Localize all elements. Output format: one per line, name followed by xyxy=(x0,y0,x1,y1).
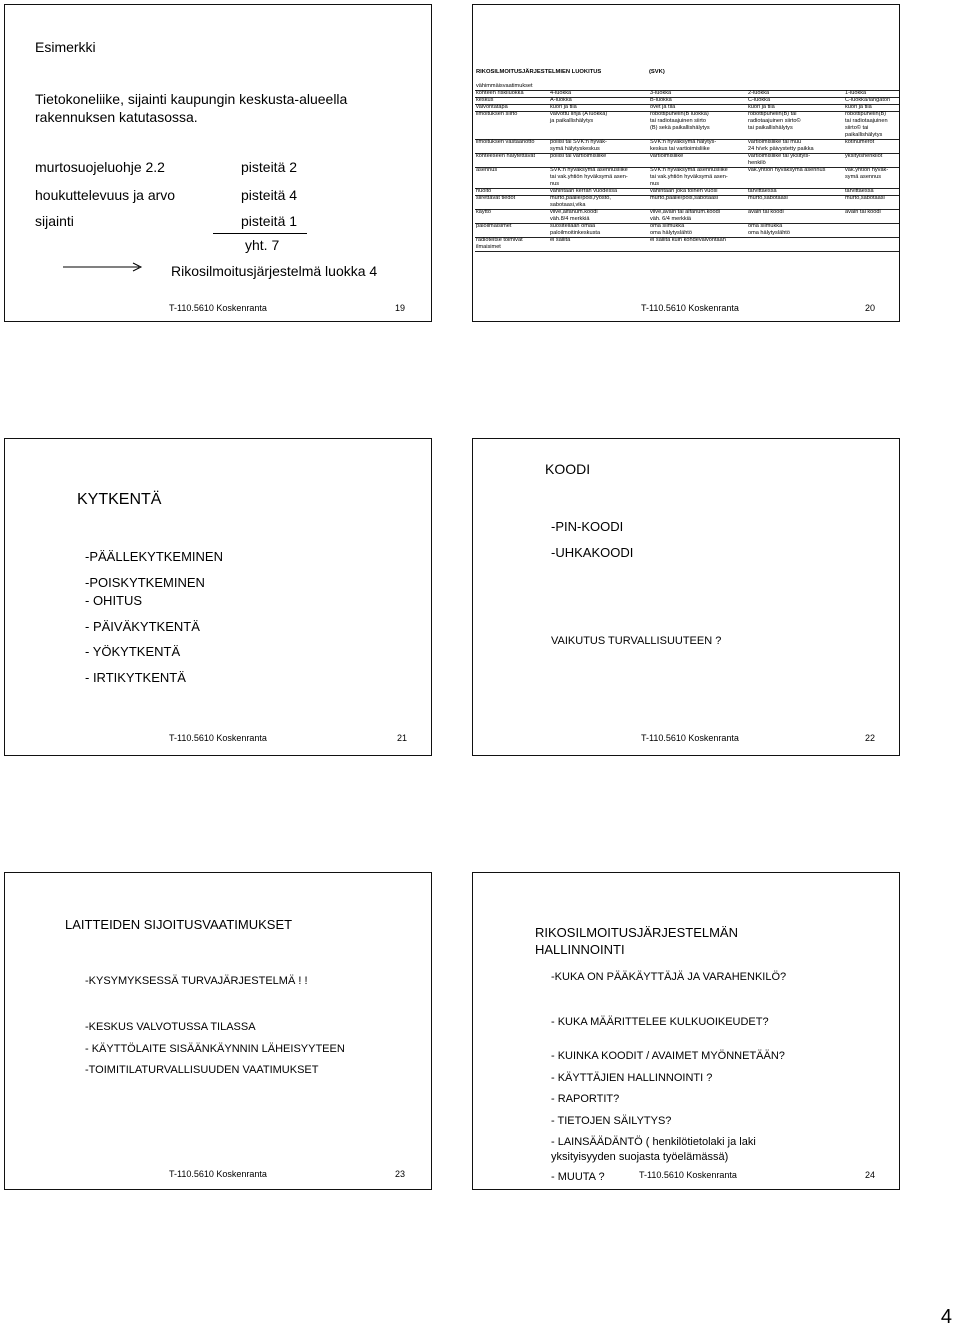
list-item: -KESKUS VALVOTUSSA TILASSA xyxy=(85,1021,256,1033)
list-item: -POISKYTKEMINEN xyxy=(85,575,205,590)
table-cell: ei sallita kuin kohdevalvontaan xyxy=(650,237,726,243)
criterion-points: pisteitä 2 xyxy=(241,159,298,175)
table-row xyxy=(475,195,899,210)
table-row xyxy=(475,111,899,140)
slide-23 xyxy=(4,872,432,1190)
table-row-label: paloilmaisimet xyxy=(476,223,512,229)
classification-table xyxy=(475,83,899,263)
table-cell: 2-luokka xyxy=(748,90,770,96)
criterion-label: houkuttelevuus ja arvo xyxy=(35,187,176,203)
footer-slide-number: 20 xyxy=(865,303,876,313)
table-row-label: kohteeseen hälytettävät xyxy=(476,153,536,159)
table-row xyxy=(475,237,899,252)
table-cell: murto,sabotaasi xyxy=(845,195,885,201)
arrow-icon xyxy=(63,261,143,273)
list-item: - KUINKA KOODIT / AVAIMET MYÖNNETÄÄN? xyxy=(551,1050,785,1062)
table-cell: valvottu linja (A luokka) ja paikallishälytys xyxy=(550,111,608,124)
list-item: -KYSYMYKSESSÄ TURVAJÄRJESTELMÄ ! ! xyxy=(85,975,308,987)
table-cell: SVK:n hyväksymä asennusliike tai vak.yhtiön hyväksymä asen- nus xyxy=(550,167,628,187)
table-cell: murto,päälle/pois,ryöstö, sabotaasi,vika xyxy=(550,195,611,208)
footer-course: T-110.5610 Koskenranta xyxy=(169,1169,267,1179)
table-cell: A-luokka xyxy=(550,97,572,103)
table-cell: C-luokka/langaton xyxy=(845,97,891,103)
table-row xyxy=(475,209,899,224)
table-cell: kuori ja tila xyxy=(550,104,577,110)
table-row-label: huolto xyxy=(476,188,492,194)
table-row xyxy=(475,139,899,154)
table-cell: vähintään joka toinen vuosi xyxy=(650,188,718,194)
criterion-points: pisteitä 4 xyxy=(241,187,298,203)
table-cell: vartioimisliike tai muu 24 h/vrk päivystetty paikka xyxy=(748,139,814,152)
total-divider xyxy=(213,233,307,234)
result-class: Rikosilmoitusjärjestelmä luokka 4 xyxy=(171,263,378,279)
table-row-label: käyttö xyxy=(476,209,491,215)
table-cell: 3-luokka xyxy=(650,90,672,96)
list-item: - OHITUS xyxy=(85,593,143,608)
slide-title-line2: HALLINNOINTI xyxy=(535,942,625,957)
table-row-label: ilmoituksen vastaanotto xyxy=(476,139,535,145)
slide-description-line2: rakennuksen katutasossa. xyxy=(35,109,198,125)
table-row-label: siirettävät tiedot xyxy=(476,195,516,201)
table-cell: avain tai koodi xyxy=(748,209,784,215)
table-cell: oma silmukka oma hälytyslähtö xyxy=(650,223,692,236)
table-cell: 4-luokka xyxy=(550,90,572,96)
table-cell: SVK:n hyväksymä hälytys- keskus tai vartioimisliike xyxy=(650,139,717,152)
slide-description-line1: Tietokoneliike, sijainti kaupungin keskusta-alueella xyxy=(35,91,348,107)
slide-20 xyxy=(472,4,900,322)
list-item: - MUUTA ? xyxy=(551,1171,605,1183)
slide-22 xyxy=(472,438,900,756)
table-title: RIKOSILMOITUSJÄRJESTELMIEN LUOKITUS xyxy=(476,69,602,75)
table-cell: viive,alfanum.koodi väh.8/4 merkkiä xyxy=(550,209,598,222)
list-item: - KÄYTTÖLAITE SISÄÄNKÄYNNIN LÄHEISYYTEEN xyxy=(85,1043,345,1055)
list-item: -PIN-KOODI xyxy=(551,519,624,534)
table-cell: robottipuhelin(B) tai radiotaajuinen siirto© tai paikallishälytys xyxy=(748,111,801,131)
slide-title: KOODI xyxy=(545,461,591,477)
criterion-label: murtosuojeluohje 2.2 xyxy=(35,159,165,175)
table-cell: yksityishenkilöt xyxy=(845,153,883,159)
list-item: - KUKA MÄÄRITTELEE KULKUOIKEUDET? xyxy=(551,1016,769,1028)
table-row xyxy=(475,153,899,168)
table-cell: oma silmukka oma hälytyslähtö xyxy=(748,223,790,236)
table-cell: vak.yhtiön hyväksymä asennus xyxy=(748,167,826,173)
table-cell: kuori ja tila xyxy=(845,104,872,110)
list-item: - PÄIVÄKYTKENTÄ xyxy=(85,619,200,634)
table-cell: tarvittaessa xyxy=(748,188,777,194)
criterion-label: sijainti xyxy=(35,213,74,229)
table-row-label: asennus xyxy=(476,167,498,173)
total-points: yht. 7 xyxy=(245,237,280,253)
table-row xyxy=(475,223,899,238)
list-item: - LAINSÄÄDÄNTÖ ( henkilötietolaki ja laki xyxy=(551,1136,756,1148)
table-cell: viive,avain tai alfanum.koodi väh. 6/4 merkkiä xyxy=(650,209,720,222)
slide-title: KYTKENTÄ xyxy=(77,491,162,508)
table-title-abbr: (SVK) xyxy=(649,69,665,75)
list-item: - RAPORTIT? xyxy=(551,1093,620,1105)
table-row-label: valvontatapa xyxy=(476,104,508,110)
slide-21 xyxy=(4,438,432,756)
footer-course: T-110.5610 Koskenranta xyxy=(169,733,267,743)
table-cell: SVK:n hyväksymä asennusliike tai vak.yhtiön hyväksymä asen- nus xyxy=(650,167,728,187)
list-item: -KUKA ON PÄÄKÄYTTÄJÄ JA VARAHENKILÖ? xyxy=(551,971,787,983)
question-text: VAIKUTUS TURVALLISUUTEEN ? xyxy=(551,635,722,647)
footer-course: T-110.5610 Koskenranta xyxy=(639,1170,737,1180)
footer-slide-number: 19 xyxy=(395,303,406,313)
footer-slide-number: 24 xyxy=(865,1170,876,1180)
table-cell: murto,sabotaasi xyxy=(748,195,788,201)
slide-title: LAITTEIDEN SIJOITUSVAATIMUKSET xyxy=(65,917,293,932)
list-item: - KÄYTTÄJIEN HALLINNOINTI ? xyxy=(551,1072,713,1084)
table-cell: 1-luokka xyxy=(845,90,867,96)
list-item: yksityisyyden suojasta työelämässä) xyxy=(551,1151,729,1163)
table-cell: vähintään kerran vuodessa xyxy=(550,188,618,194)
table-cell: poliisi tai SVK:n hyväk- symä hälytyskeskus xyxy=(550,139,607,152)
table-cell: C-luokka xyxy=(748,97,771,103)
table-row-label: ilmoituksen siirto xyxy=(476,111,518,117)
table-cell: suositellaan omaa paloilmoitinkeskusta xyxy=(550,223,601,236)
table-cell: vak.yhtiön hyväk- symä asennus xyxy=(845,167,889,180)
table-cell: murto,päälle/pois,sabotaasi xyxy=(650,195,719,201)
table-cell: ei sallita xyxy=(550,237,571,243)
footer-course: T-110.5610 Koskenranta xyxy=(641,303,739,313)
footer-course: T-110.5610 Koskenranta xyxy=(641,733,739,743)
table-cell: poliisi tai vartioimisliike xyxy=(550,153,607,159)
slide-24 xyxy=(472,872,900,1190)
list-item: -PÄÄLLEKYTKEMINEN xyxy=(85,549,223,564)
footer-slide-number: 22 xyxy=(865,733,876,743)
table-cell: avain tai koodi xyxy=(845,209,881,215)
table-cell: B-luokka xyxy=(650,97,672,103)
table-row-label: radioteitse toimivat ilmaisimet xyxy=(476,237,523,250)
page-number: 4 xyxy=(940,1306,952,1328)
table-cell: tarvittaessa xyxy=(845,188,874,194)
list-item: - TIETOJEN SÄILYTYS? xyxy=(551,1115,672,1127)
slide-title-line1: RIKOSILMOITUSJÄRJESTELMÄN xyxy=(535,925,738,940)
slide-title: Esimerkki xyxy=(35,39,96,55)
table-row-label: kohteen riskiluokka xyxy=(476,90,524,96)
table-cell: ovet ja tila xyxy=(650,104,676,110)
table-cell: vartioimisliike xyxy=(650,153,684,159)
footer-slide-number: 23 xyxy=(395,1169,406,1179)
list-item: - YÖKYTKENTÄ xyxy=(85,644,181,659)
list-item: - IRTIKYTKENTÄ xyxy=(85,670,186,685)
footer-course: T-110.5610 Koskenranta xyxy=(169,303,267,313)
table-cell: robottipuhelin(B luokka) tai radiotaajuinen siirto (B) sekä paikallishälytys xyxy=(650,111,710,131)
table-row-label: keskus xyxy=(476,97,494,103)
table-cell: robottipuhelin(B) tai radiotaajuinen siirto© tai paikallishälytys xyxy=(845,111,888,138)
list-item: -TOIMITILATURVALLISUUDEN VAATIMUKSET xyxy=(85,1064,319,1076)
list-item: -UHKAKOODI xyxy=(551,545,634,560)
table-cell: kotinumerot xyxy=(845,139,875,145)
table-cell: vartioimisliike tai yksityis- henkilö xyxy=(748,153,811,166)
table-header-label: vähimmäisvaatimukset xyxy=(476,83,533,89)
slide-19 xyxy=(4,4,432,322)
footer-slide-number: 21 xyxy=(397,733,408,743)
table-row xyxy=(475,167,899,189)
criterion-points: pisteitä 1 xyxy=(241,213,298,229)
table-cell: kuori ja tila xyxy=(748,104,775,110)
